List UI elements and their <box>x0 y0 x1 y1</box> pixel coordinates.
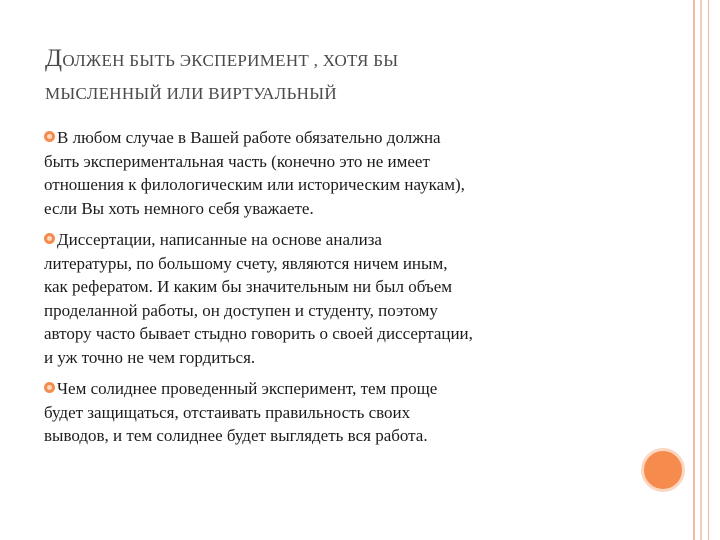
paragraph-line <box>44 126 644 150</box>
paragraph-text: Диссертации, написанные на основе анализа <box>57 230 382 249</box>
paragraph-line: выводов, и тем солиднее будет выглядеть вся работа. <box>44 426 428 445</box>
paragraph-line: отношения к филологическим или историческим наукам), <box>44 175 465 194</box>
paragraph-text: В любом случае в Вашей работе обязательно должна <box>57 128 441 147</box>
paragraph-line: если Вы хоть немного себя уважаете. <box>44 198 314 218</box>
bullet-paragraph <box>44 377 644 448</box>
decorative-border-line <box>708 0 709 540</box>
bullet-icon <box>44 131 55 142</box>
slide-body <box>44 126 644 456</box>
title-line-2 <box>45 77 645 110</box>
paragraph-line <box>44 228 644 252</box>
paragraph-line: будет защищаться, отстаивать правильность своих <box>44 402 411 422</box>
bullet-paragraph <box>44 126 644 220</box>
paragraph-line: литературы, по большому счету, являются ничем иным, <box>44 253 448 273</box>
slide-title <box>45 42 645 110</box>
paragraph-line <box>44 377 644 401</box>
paragraph-line: и уж точно не чем гордиться. <box>44 347 256 367</box>
paragraph-line: автору часто бывает стыдно говорить о своей диссертации, <box>44 324 473 343</box>
bullet-icon <box>44 382 55 393</box>
paragraph-text: Чем солиднее проведенный эксперимент, тем проще <box>57 379 438 398</box>
paragraph-line: быть экспериментальная часть (конечно это не имеет <box>44 151 430 171</box>
decorative-border-line <box>700 0 702 540</box>
title-line-1-rest: ОЛЖЕН БЫТЬ ЭКСПЕРИМЕНТ , ХОТЯ БЫ <box>62 51 399 70</box>
title-line-2-text: МЫСЛЕННЫЙ ИЛИ ВИРТУАЛЬНЫЙ <box>45 84 337 103</box>
bullet-paragraph <box>44 228 644 369</box>
paragraph-line: как рефератом. И каким бы значительным ни был объем <box>44 277 453 296</box>
paragraph-line: проделанной работы, он доступен и студенту, поэтому <box>44 300 438 320</box>
title-initial: Д <box>45 45 63 72</box>
bullet-icon <box>44 233 55 244</box>
title-line-1 <box>45 42 645 77</box>
decorative-border-line <box>693 0 695 540</box>
orange-circle-icon <box>641 448 685 492</box>
